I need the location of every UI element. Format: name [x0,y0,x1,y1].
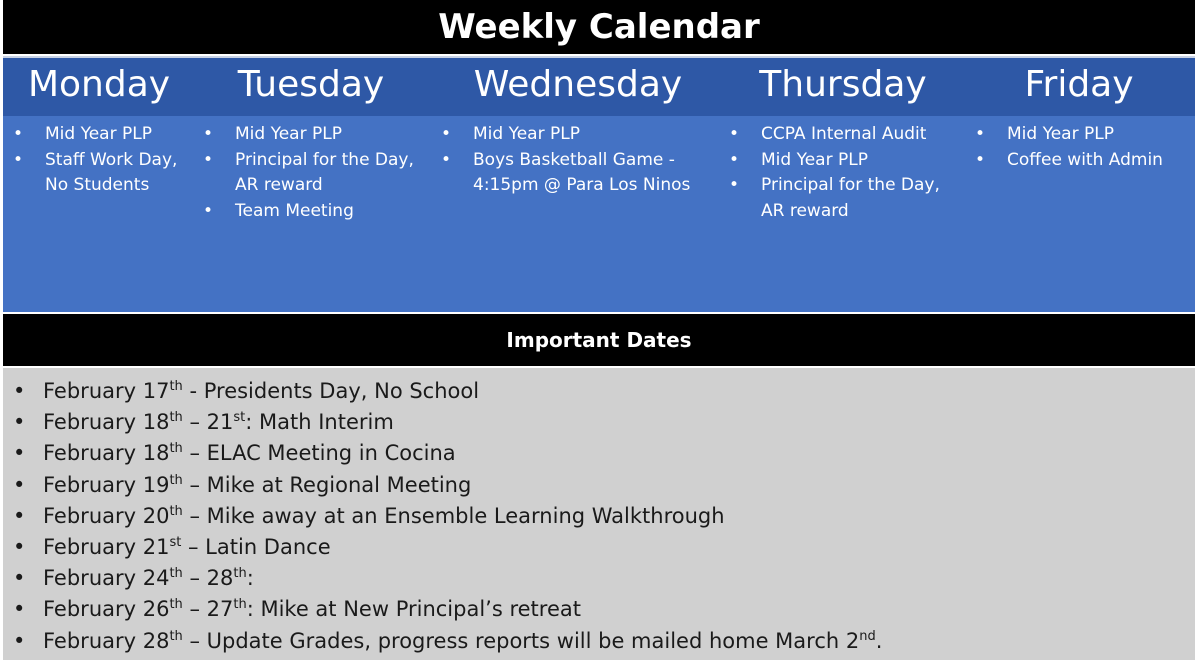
wednesday-events [441,122,711,199]
day-header-row [3,56,1195,116]
thursday-events [729,122,965,224]
list-item: • Team Meeting [203,199,433,225]
day-content-row [3,116,1195,312]
list-item: • Mid Year PLP [441,122,711,148]
list-item: • Mid Year PLP [975,122,1187,148]
important-dates-panel [3,368,1195,660]
important-date-item: • February 17th - Presidents Day, No School [13,376,882,407]
list-item: • Mid Year PLP [729,148,965,174]
important-date-item: • February 18th – ELAC Meeting in Cocina [13,438,882,469]
list-item: • Mid Year PLP [203,122,433,148]
friday-events [975,122,1187,173]
important-dates-list [13,376,882,657]
important-date-item: • February 19th – Mike at Regional Meeting [13,470,882,501]
important-date-item: • February 20th – Mike away at an Ensemble Learning Walkthrough [13,501,882,532]
list-item: • Coffee with Admin [975,148,1187,174]
list-item: • Principal for the Day, AR reward [203,148,433,199]
important-date-item: • February 21st – Latin Dance [13,532,882,563]
important-date-item: • February 18th – 21st: Math Interim [13,407,882,438]
day-name-thursday: Thursday [759,64,927,105]
important-dates-heading: Important Dates [3,314,1195,366]
day-name-wednesday: Wednesday [473,64,683,105]
day-name-monday: Monday [27,64,171,105]
calendar-title: Weekly Calendar [3,0,1195,54]
day-name-friday: Friday [1024,64,1134,105]
important-date-item: • February 28th – Update Grades, progress reports will be mailed home March 2nd. [13,626,882,657]
tuesday-events [203,122,433,224]
list-item: • CCPA Internal Audit [729,122,965,148]
list-item: • Mid Year PLP [13,122,203,148]
list-item: • Principal for the Day, AR reward [729,173,965,224]
list-item: • Staff Work Day, No Students [13,148,203,199]
day-name-tuesday: Tuesday [237,64,385,105]
monday-events [13,122,203,199]
important-date-item: • February 24th – 28th: [13,563,882,594]
important-date-item: • February 26th – 27th: Mike at New Principal’s retreat [13,594,882,625]
weekly-calendar [3,0,1195,660]
list-item: • Boys Basketball Game - 4:15pm @ Para Los Ninos [441,148,711,199]
